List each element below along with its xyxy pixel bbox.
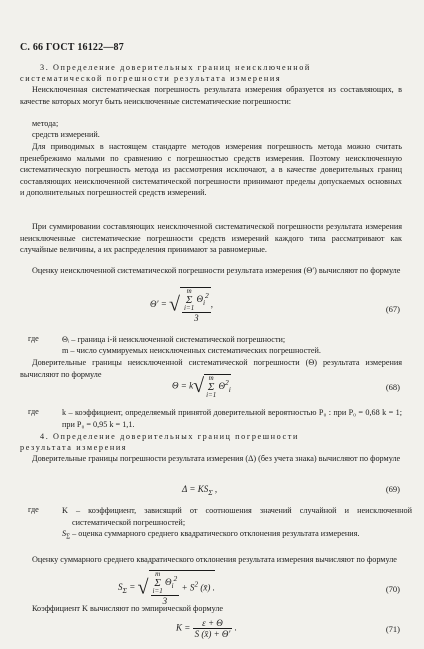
equation-69-text: Δ = KS [182, 484, 209, 494]
where-k-definition: k – коэффициент, определяемый принятой доверительной вероятностью P₀ : при P₀ = 0,68 k = 1; при P₀ = 0,95 k = 1,1. [62, 408, 402, 429]
equation-70: $S_\Sigma$ = √ m Σ i=1 $\Theta_i^2$ 3 + $S^2$ (x̄) . [118, 570, 215, 606]
page-header: С. 66 ГОСТ 16122—87 [20, 42, 124, 53]
where-m-definition: m – число суммируемых неисключенных систематических погрешностей. [62, 346, 321, 355]
equation-71-number: (71) [385, 624, 400, 634]
equation-70-number: (70) [385, 584, 400, 594]
where-theta-definition: Θᵢ – граница i-й неисключенной систематической погрешности; [62, 335, 286, 344]
equation-68: Θ = k√ m Σ i=1 $\Theta^2_i$ [172, 374, 231, 399]
equation-69-number: (69) [385, 484, 400, 494]
where-label-1: где [28, 334, 39, 343]
section4-paragraph3: Коэффициент K вычисляют по эмпирической формуле [32, 604, 224, 613]
section4-title-line1: 4. Определение доверительных границ погрешности [40, 432, 299, 441]
section3-paragraph3: При суммировании составляющих неисключенной систематической погрешности результата измерения неисключенные систематические погрешности средств измерений каждого типа рассматривают как случайные величины, а их распределения принимают за равномерные. [20, 222, 402, 254]
s-symbol: S [62, 529, 67, 538]
equation-68-number: (68) [385, 382, 400, 392]
equation-71: K = $\frac{\varepsilon + \Theta}{S (x̄) + \Theta'}$ . [176, 618, 237, 639]
section3-title-line2: систематической погрешности результата измерения [20, 74, 282, 83]
where-K-definition: K – коэффициент, зависящий от соотношения значений случайной и неисключенной систематической погрешностей; [62, 506, 412, 527]
section3-paragraph2: Для приводимых в настоящем стандарте методов измерения погрешность метода можно считать пренебрежимо малыми по сравнению с погрешностью средств измерения. Поэтому неисключенную систематическую погрешность метода из рассмотрения исключают, а в качестве доверительных границ составляющих неисключенной систематической погрешности принимают пределы допускаемых основных и дополнительных погрешностей средств измерений. [20, 142, 402, 197]
where-label-3: где [28, 505, 39, 514]
section3-paragraph1: Неисключенная систематическая погрешность результата измерения образуется из составляющих, в качестве которых могут быть неисключенные систематические погрешности: [20, 85, 402, 106]
equation-67-number: (67) [385, 304, 400, 314]
list-item-method: метода; [32, 119, 59, 128]
section4-paragraph2: Оценку суммарного среднего квадратического отклонения результата измерения вычисляют по формуле [32, 555, 397, 564]
s-subscript: Σ [66, 533, 71, 541]
section3-paragraph5: Доверительные границы неисключенной систематической погрешности (Θ) результата измерения вычисляют по формуле [20, 358, 402, 379]
where-label-2: где [28, 407, 39, 416]
section4-title-line2: результата измерения [20, 443, 128, 452]
s-description: – оценка суммарного среднего квадратического отклонения результата измерения. [72, 529, 360, 538]
equation-69: $\Delta = KS_\Sigma$ , [182, 484, 218, 497]
section4-paragraph1: Доверительные границы погрешности результата измерения (Δ) (без учета знака) вычисляют по формуле [32, 454, 401, 463]
equation-67: Θ′ = √ m Σ i=1 $\Theta_i^2$ 3 , [150, 287, 214, 323]
where-S-definition [62, 528, 402, 543]
section3-paragraph4: Оценку неисключенной систематической погрешности результата измерения (Θ′) вычисляют по формуле [32, 266, 401, 275]
equation-69-subscript: Σ [208, 487, 213, 497]
section3-title-line1: 3. Определение доверительных границ неисключенной [40, 63, 311, 72]
list-item-instruments: средств измерений. [32, 130, 100, 139]
